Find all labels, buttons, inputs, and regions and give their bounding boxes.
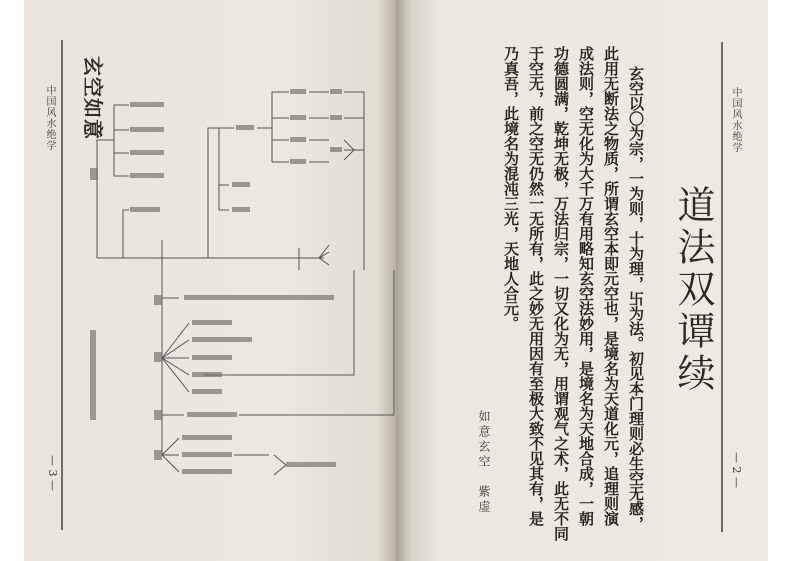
branch-dong [208, 128, 234, 258]
author-signature: 如意玄空 紫虚 [477, 410, 491, 515]
page-number: — 3 — [46, 455, 59, 491]
branch-fa [257, 92, 289, 162]
running-header: 中国风水绝学 [730, 87, 741, 153]
body-column: 功德圆满，乾坤无极，万法归宗，一切又化为无，用谓观气之术，此无不同 [552, 46, 570, 541]
left-page [24, 0, 396, 561]
page-rule [721, 42, 723, 532]
branch-lines-top [97, 105, 129, 258]
body-column: 于空无，前之空无仍然一无所有，此之妙无用因有至极大致不见其有，是 [527, 46, 545, 526]
diagram-title: 玄空如意 [81, 56, 105, 140]
article-title: 道法双谭续 [671, 185, 715, 395]
right-page [396, 0, 768, 561]
body-column: 成法则，空无化为大千万有用略知玄空法妙用，是境名为天地合成，一朝 [577, 46, 595, 526]
branch-xin [123, 210, 129, 258]
branch-mingge [162, 270, 354, 392]
body-column: 乃真吾，此境名为混沌三光，天地人合元。 [502, 46, 520, 331]
xuankong-diagram [24, 0, 396, 561]
page-number: — 2 — [730, 452, 743, 488]
body-column: 玄空以〇为宗，一为则，十为理，卐为法。初见本门理则必生空无感， [627, 66, 645, 531]
body-column: 此用无断法之物质，所谓玄空本即元空也，是境名为天道化元，追理则演 [602, 46, 620, 526]
diagram-node-labels [90, 89, 342, 474]
running-header: 中国风水绝学 [44, 85, 55, 151]
